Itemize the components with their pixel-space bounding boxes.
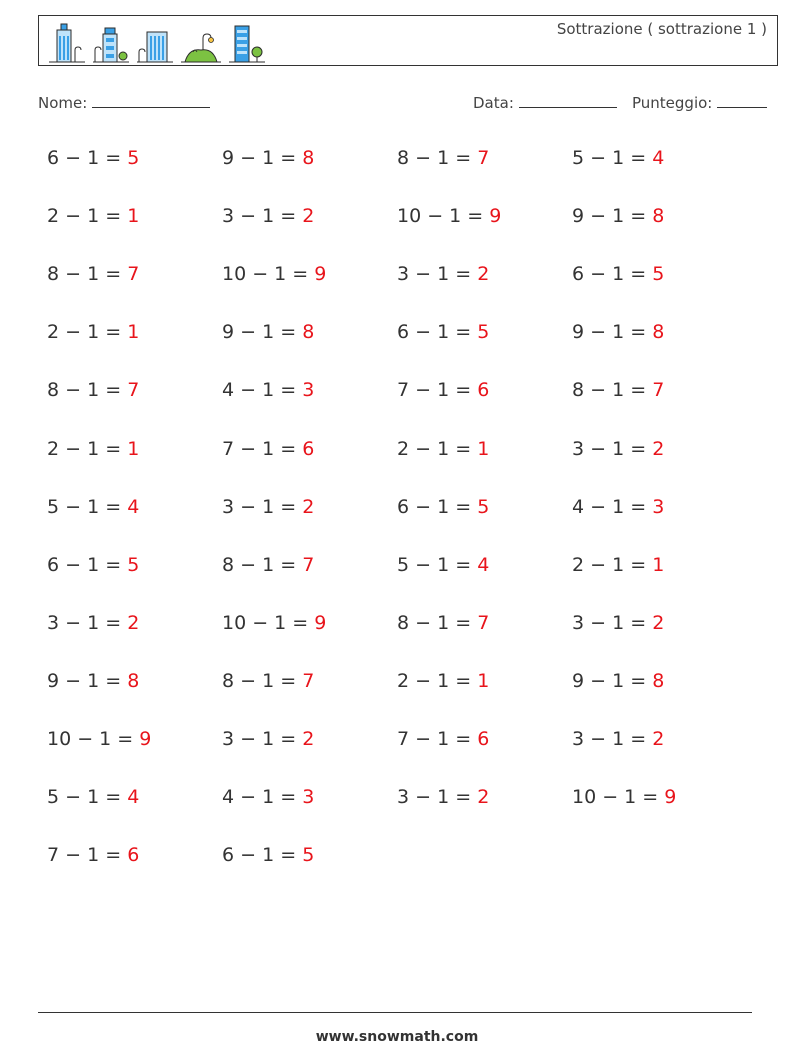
date-label: Data: <box>473 94 514 112</box>
problem-question: 9 − 1 = <box>572 669 647 692</box>
problem-question: 7 − 1 = <box>397 728 472 750</box>
problem-question: 5 − 1 = <box>397 553 472 576</box>
problem-item <box>572 321 664 343</box>
problem-item <box>572 786 676 808</box>
footer-divider <box>38 1012 752 1013</box>
problem-item <box>47 147 139 169</box>
problem-item <box>222 205 314 227</box>
problem-question: 5 − 1 = <box>572 147 647 169</box>
problem-item <box>572 554 664 576</box>
name-field <box>38 93 210 112</box>
problem-question: 8 − 1 = <box>47 263 122 286</box>
problem-item <box>222 321 314 343</box>
problem-question: 9 − 1 = <box>47 669 122 692</box>
problem-answer: 3 <box>302 379 315 402</box>
problem-item <box>222 438 314 460</box>
problem-item <box>47 670 139 692</box>
problem-question: 10 − 1 = <box>572 786 659 809</box>
problem-question: 8 − 1 = <box>47 379 122 402</box>
date-field <box>473 93 617 112</box>
problem-question: 9 − 1 = <box>222 321 297 344</box>
problem-question: 3 − 1 = <box>572 611 647 634</box>
problem-item <box>47 728 151 750</box>
score-field <box>632 93 767 112</box>
problem-question: 2 − 1 = <box>397 437 472 460</box>
name-blank[interactable] <box>92 93 210 108</box>
problem-question: 3 − 1 = <box>572 437 647 460</box>
problem-answer: 5 <box>652 263 665 286</box>
problem-answer: 4 <box>127 786 140 809</box>
problem-answer: 8 <box>652 669 665 692</box>
problem-question: 3 − 1 = <box>397 263 472 286</box>
problem-question: 2 − 1 = <box>47 321 122 344</box>
worksheet-header <box>38 15 778 66</box>
problem-question: 7 − 1 = <box>222 437 297 460</box>
problem-item <box>572 612 664 634</box>
problem-question: 8 − 1 = <box>222 553 297 576</box>
problem-item <box>47 786 139 808</box>
problem-item <box>47 554 139 576</box>
problem-item <box>397 321 489 343</box>
problem-answer: 8 <box>127 669 140 692</box>
problem-question: 4 − 1 = <box>222 786 297 809</box>
problem-question: 2 − 1 = <box>572 553 647 576</box>
building-icon <box>47 20 87 64</box>
problem-question: 5 − 1 = <box>47 495 122 518</box>
problem-answer: 9 <box>139 728 152 750</box>
problem-question: 6 − 1 = <box>397 495 472 518</box>
problem-item <box>397 205 501 227</box>
problem-question: 10 − 1 = <box>397 205 484 228</box>
problem-question: 9 − 1 = <box>572 205 647 228</box>
problem-answer: 7 <box>652 379 665 402</box>
problem-question: 8 − 1 = <box>572 379 647 402</box>
problem-answer: 6 <box>127 844 140 867</box>
problem-item <box>222 786 314 808</box>
problem-question: 7 − 1 = <box>397 379 472 402</box>
problem-answer: 5 <box>477 321 490 344</box>
problem-answer: 7 <box>302 669 315 692</box>
problem-answer: 2 <box>477 263 490 286</box>
office-building-icon <box>135 20 175 64</box>
problem-question: 3 − 1 = <box>47 611 122 634</box>
problem-item <box>397 147 489 169</box>
problem-item <box>397 379 489 401</box>
problem-answer: 7 <box>127 379 140 402</box>
problem-answer: 9 <box>664 786 677 809</box>
date-blank[interactable] <box>519 93 617 108</box>
problem-answer: 1 <box>477 669 490 692</box>
problem-question: 10 − 1 = <box>222 611 309 634</box>
problem-answer: 4 <box>477 553 490 576</box>
problem-item <box>397 786 489 808</box>
problem-item <box>222 844 314 866</box>
problem-answer: 8 <box>302 321 315 344</box>
problem-item <box>572 496 664 518</box>
problem-answer: 9 <box>314 611 327 634</box>
problem-item <box>47 205 139 227</box>
problem-answer: 6 <box>477 728 490 750</box>
problem-question: 7 − 1 = <box>47 844 122 867</box>
problem-answer: 2 <box>302 495 315 518</box>
score-blank[interactable] <box>717 93 767 108</box>
problem-question: 10 − 1 = <box>47 728 134 750</box>
problem-item <box>397 670 489 692</box>
problem-answer: 1 <box>127 321 140 344</box>
problem-answer: 2 <box>652 728 665 750</box>
problem-answer: 5 <box>127 147 140 169</box>
problem-question: 8 − 1 = <box>397 611 472 634</box>
problem-answer: 4 <box>652 147 665 169</box>
problem-question: 9 − 1 = <box>222 147 297 169</box>
problem-question: 3 − 1 = <box>222 205 297 228</box>
problem-answer: 8 <box>302 147 315 169</box>
problem-question: 3 − 1 = <box>397 786 472 809</box>
problem-question: 3 − 1 = <box>572 728 647 750</box>
problem-answer: 2 <box>652 437 665 460</box>
problem-item <box>397 496 489 518</box>
problem-item <box>47 496 139 518</box>
building-lamp-icon <box>91 20 131 64</box>
problem-item <box>397 438 489 460</box>
tower-tree-icon <box>227 20 267 64</box>
problem-item <box>222 728 314 750</box>
problem-question: 6 − 1 = <box>397 321 472 344</box>
problem-item <box>222 263 326 285</box>
problem-item <box>572 670 664 692</box>
footer-url: www.snowmath.com <box>315 1029 479 1045</box>
problem-answer: 2 <box>127 611 140 634</box>
problem-answer: 7 <box>127 263 140 286</box>
problem-question: 6 − 1 = <box>572 263 647 286</box>
problem-item <box>572 205 664 227</box>
problem-answer: 3 <box>652 495 665 518</box>
problem-item <box>222 379 314 401</box>
problem-item <box>47 844 139 866</box>
problem-item <box>47 321 139 343</box>
problem-question: 5 − 1 = <box>47 786 122 809</box>
problem-item <box>572 379 664 401</box>
problem-question: 10 − 1 = <box>222 263 309 286</box>
problem-item <box>222 612 326 634</box>
problem-answer: 5 <box>127 553 140 576</box>
problem-item <box>397 263 489 285</box>
problem-answer: 1 <box>477 437 490 460</box>
problem-item <box>397 554 489 576</box>
problem-question: 2 − 1 = <box>47 205 122 228</box>
problem-question: 2 − 1 = <box>397 669 472 692</box>
problem-question: 4 − 1 = <box>572 495 647 518</box>
score-label: Punteggio: <box>632 94 713 112</box>
problem-answer: 7 <box>477 147 490 169</box>
problem-answer: 6 <box>477 379 490 402</box>
problem-answer: 8 <box>652 205 665 228</box>
problem-answer: 9 <box>314 263 327 286</box>
problem-item <box>47 263 139 285</box>
problem-answer: 6 <box>302 437 315 460</box>
problem-question: 4 − 1 = <box>222 379 297 402</box>
problem-answer: 7 <box>477 611 490 634</box>
problem-item <box>222 554 314 576</box>
problem-answer: 1 <box>127 437 140 460</box>
problem-answer: 2 <box>652 611 665 634</box>
problem-answer: 5 <box>477 495 490 518</box>
problem-item <box>572 438 664 460</box>
worksheet-title: Sottrazione ( sottrazione 1 ) <box>556 20 767 38</box>
problem-question: 2 − 1 = <box>47 437 122 460</box>
problem-question: 3 − 1 = <box>222 728 297 750</box>
park-bush-icon <box>179 20 223 64</box>
problem-item <box>397 728 489 750</box>
problem-item <box>47 379 139 401</box>
problem-answer: 2 <box>302 728 315 750</box>
problem-question: 3 − 1 = <box>222 495 297 518</box>
problem-answer: 7 <box>302 553 315 576</box>
problem-answer: 2 <box>302 205 315 228</box>
problem-answer: 1 <box>652 553 665 576</box>
problem-answer: 2 <box>477 786 490 809</box>
problem-question: 8 − 1 = <box>397 147 472 169</box>
problem-item <box>397 612 489 634</box>
problem-question: 6 − 1 = <box>47 147 122 169</box>
problem-answer: 4 <box>127 495 140 518</box>
problem-item <box>572 147 664 169</box>
name-label: Nome: <box>38 94 88 112</box>
problem-question: 6 − 1 = <box>222 844 297 867</box>
problem-question: 8 − 1 = <box>222 669 297 692</box>
problem-item <box>222 670 314 692</box>
problem-item <box>47 612 139 634</box>
problem-question: 9 − 1 = <box>572 321 647 344</box>
problem-item <box>572 728 664 750</box>
problem-item <box>222 496 314 518</box>
problem-item <box>572 263 664 285</box>
problem-item <box>47 438 139 460</box>
problem-question: 6 − 1 = <box>47 553 122 576</box>
problem-item <box>222 147 314 169</box>
problem-answer: 1 <box>127 205 140 228</box>
problem-answer: 8 <box>652 321 665 344</box>
problem-answer: 3 <box>302 786 315 809</box>
problem-answer: 5 <box>302 844 315 867</box>
problem-answer: 9 <box>489 205 502 228</box>
